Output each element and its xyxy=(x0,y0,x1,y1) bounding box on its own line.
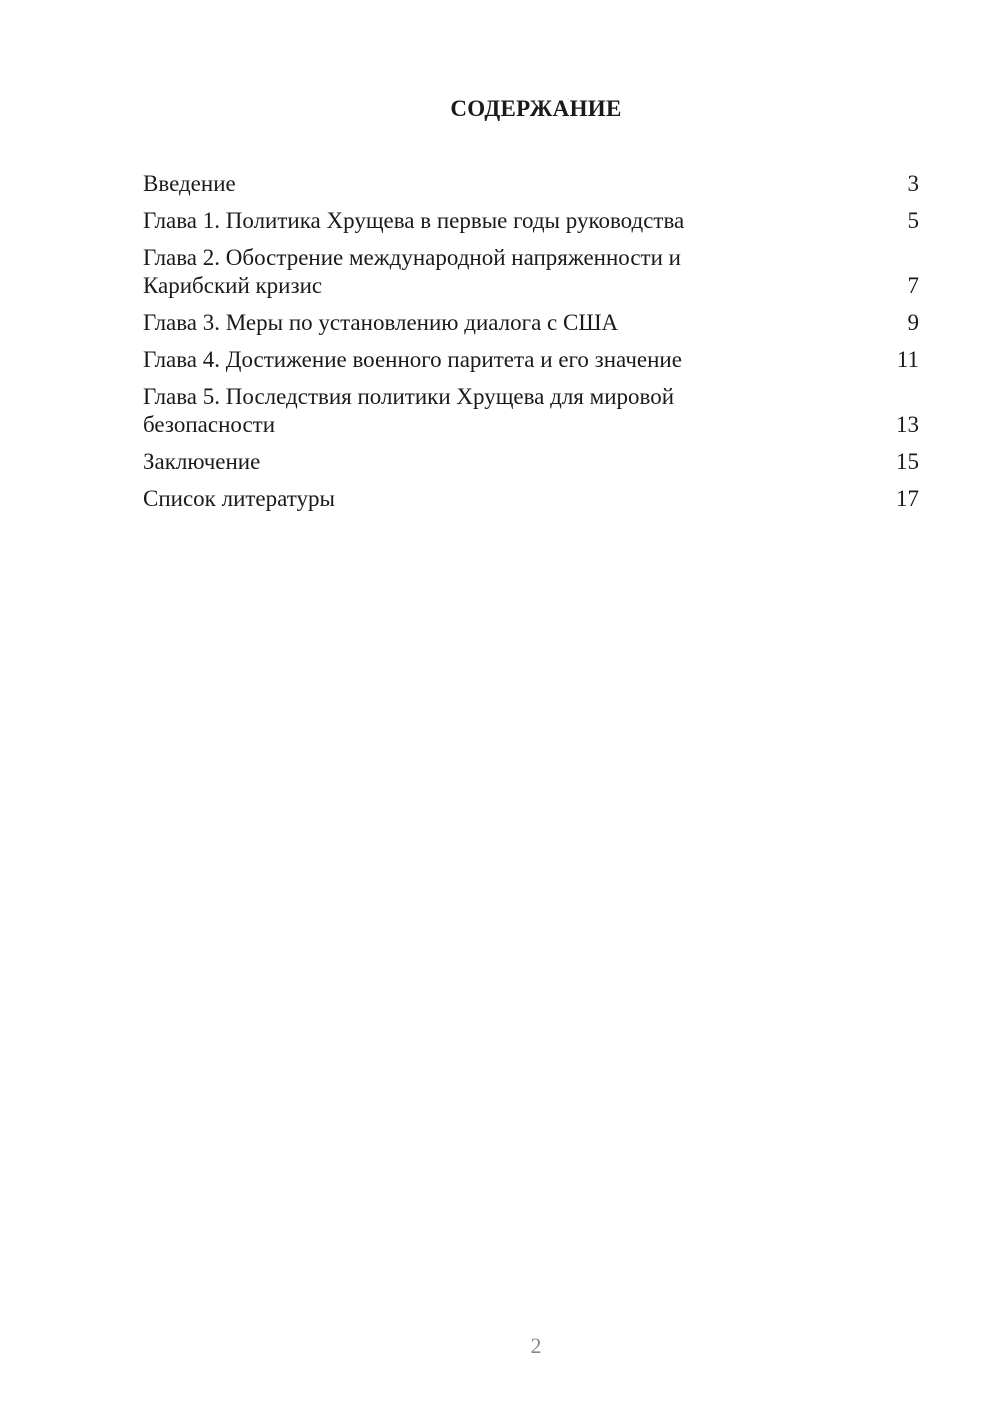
toc-entry-page: 7 xyxy=(907,273,919,298)
toc-entry-title: Глава 5. Последствия политики Хрущева для мировой безопасности xyxy=(143,384,675,437)
toc-entry-chapter-2 xyxy=(143,244,919,300)
toc-entry-title: Глава 2. Обострение международной напряженности и Карибский кризис xyxy=(143,245,681,298)
toc-entry-page: 11 xyxy=(896,347,919,372)
page-title: СОДЕРЖАНИЕ xyxy=(450,96,622,121)
toc-entry-title: Глава 4. Достижение военного паритета и его значение xyxy=(143,347,682,372)
toc-entry-page: 3 xyxy=(907,171,919,196)
toc-entry-title: Список литературы xyxy=(143,486,335,511)
toc-entry-chapter-5 xyxy=(143,383,919,439)
toc-entry-page: 15 xyxy=(896,449,919,474)
toc-entry-chapter-4 xyxy=(143,346,919,374)
toc-entry-title: Заключение xyxy=(143,449,261,474)
toc-entry-page: 13 xyxy=(896,412,919,437)
toc-entry-bibliography xyxy=(143,485,919,513)
toc-entry-chapter-3 xyxy=(143,309,919,337)
toc-entry-page: 9 xyxy=(907,310,919,335)
toc-entry-conclusion xyxy=(143,448,919,476)
toc-entry-introduction xyxy=(143,170,919,198)
table-of-contents xyxy=(143,170,919,522)
toc-entry-title: Глава 1. Политика Хрущева в первые годы руководства xyxy=(143,208,685,233)
toc-entry-title: Введение xyxy=(143,171,236,196)
toc-entry-title: Глава 3. Меры по установлению диалога с США xyxy=(143,310,619,335)
toc-entry-page: 17 xyxy=(896,486,919,511)
page-number: 2 xyxy=(530,1333,542,1358)
toc-entry-page: 5 xyxy=(907,208,919,233)
toc-entry-chapter-1 xyxy=(143,207,919,235)
